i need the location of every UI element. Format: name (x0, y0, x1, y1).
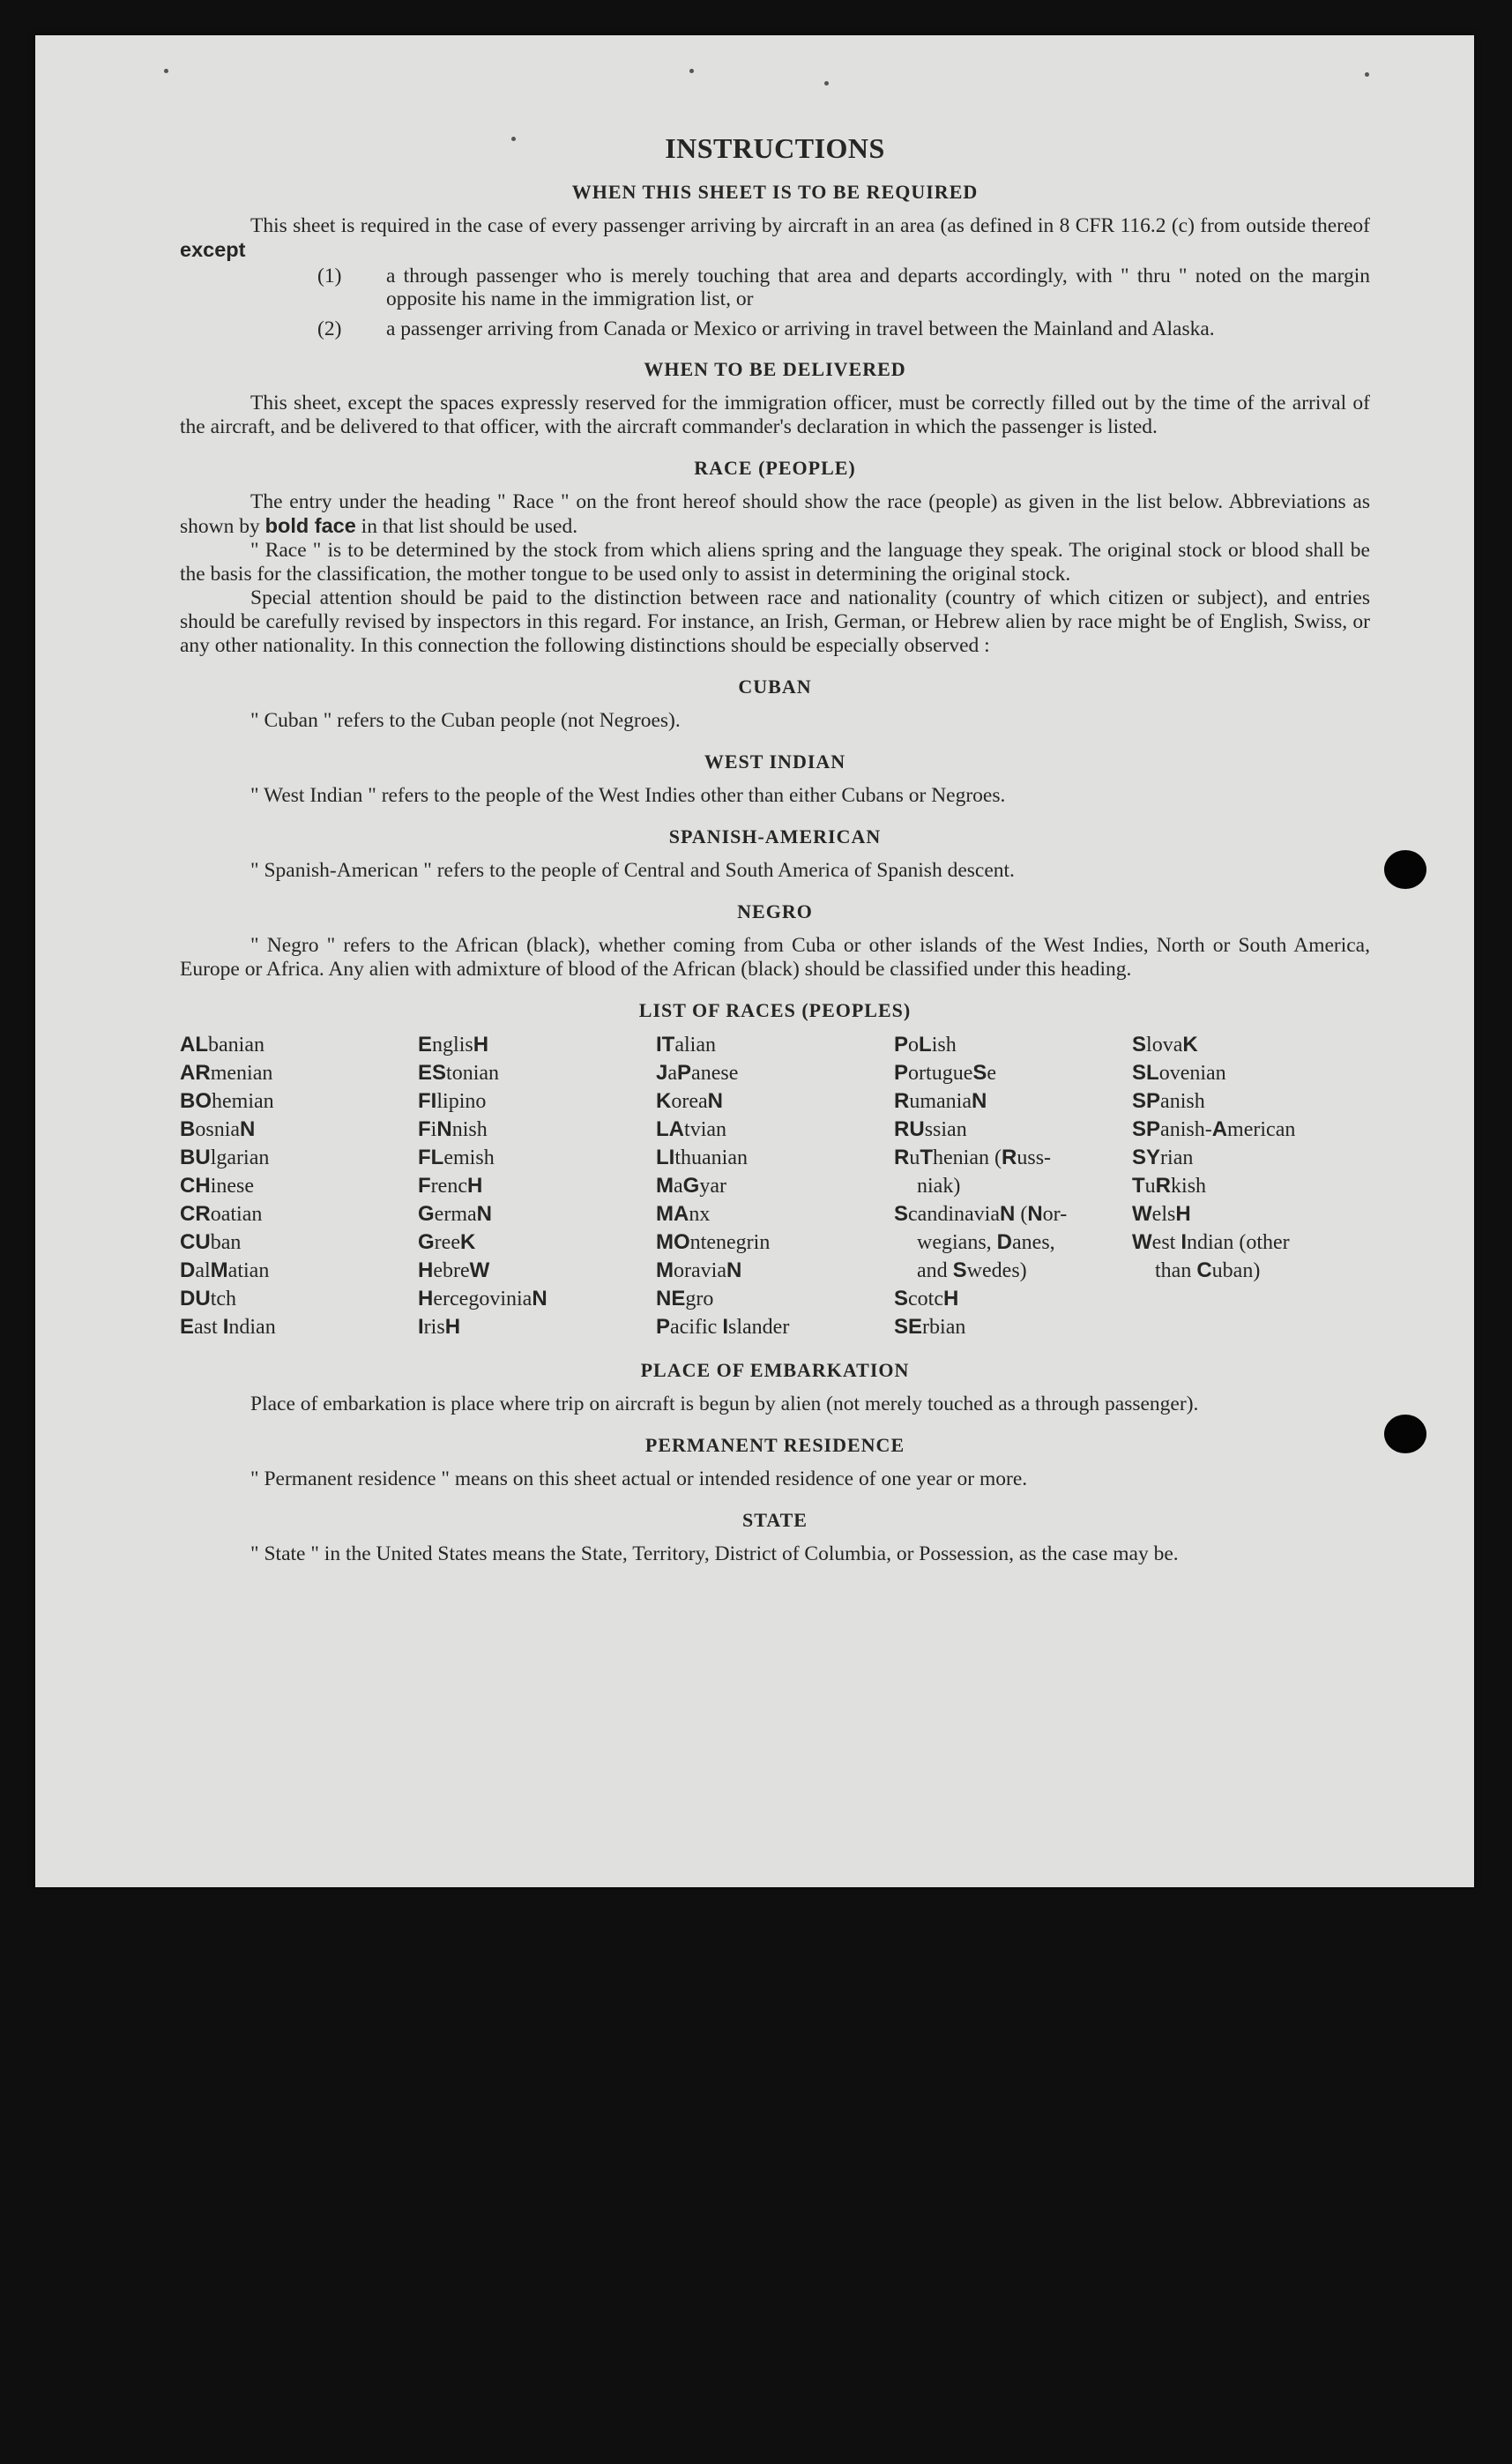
race-entry: PoLish (894, 1033, 957, 1057)
heading-west-indian: WEST INDIAN (704, 750, 846, 773)
race-entry: HebreW (418, 1258, 490, 1282)
race-entry: East Indian (180, 1315, 276, 1339)
race-column (418, 1031, 656, 1341)
race-entry: CRoatian (180, 1202, 263, 1226)
race-entry: BOhemian (180, 1089, 274, 1113)
state-text: " State " in the United States means the State, Territory, District of Columbia, or Possession, as the case may be. (250, 1542, 1179, 1565)
race-entry: GreeK (418, 1230, 476, 1254)
paper-speck (689, 69, 694, 73)
race-column (180, 1031, 418, 1341)
race-entry: EStonian (418, 1061, 500, 1085)
race-entry: EnglisH (418, 1033, 489, 1057)
race-entry: GermaN (418, 1202, 492, 1226)
except-bold: except (180, 238, 246, 261)
heading-negro: NEGRO (737, 900, 813, 922)
page-title: INSTRUCTIONS (665, 132, 885, 164)
document-page (35, 35, 1474, 1887)
race-entry: RUssian (894, 1117, 967, 1141)
paper-speck (1365, 72, 1369, 77)
race-entry: KoreaN (656, 1089, 723, 1113)
race-column (656, 1031, 894, 1341)
race-entry: MAnx (656, 1202, 711, 1226)
race-entry: FrencH (418, 1174, 483, 1198)
race-entry: DUtch (180, 1287, 237, 1310)
race-entry: CUban (180, 1230, 242, 1254)
list-item: (2) a passenger arriving from Canada or Mexico or arriving in travel between the Mainland and Alaska. (317, 317, 1215, 340)
heading-permanent-residence: PERMANENT RESIDENCE (644, 1434, 905, 1456)
race-entry: FIlipino (418, 1089, 487, 1113)
race-entry: HercegoviniaN (418, 1287, 547, 1310)
heading-when-delivered: WHEN TO BE DELIVERED (644, 358, 906, 380)
race-entry: CHinese (180, 1174, 255, 1198)
race-entry: RumaniaN (894, 1089, 987, 1113)
race-entry: wegians, Danes, (917, 1230, 1055, 1254)
race-entry: MOntenegrin (656, 1230, 771, 1254)
race-entry: BUlgarian (180, 1146, 270, 1169)
heading-embarkation: PLACE OF EMBARKATION (640, 1359, 910, 1381)
race-entry: FLemish (418, 1146, 495, 1169)
heading-spanish-american: SPANISH-AMERICAN (668, 825, 882, 847)
race-entry: SErbian (894, 1315, 966, 1339)
paper-speck (164, 69, 168, 73)
race-entry: SlovaK (1132, 1033, 1198, 1057)
race-entry: LAtvian (656, 1117, 727, 1141)
race-entry: SLovenian (1132, 1061, 1226, 1085)
race-entry: DalMatian (180, 1258, 270, 1282)
race-entry: IrisH (418, 1315, 461, 1339)
heading-list-of-races: LIST OF RACES (PEOPLES) (638, 999, 912, 1021)
embarkation-text: Place of embarkation is place where trip on aircraft is begun by alien (not merely touched as a through passenger). (250, 1393, 1199, 1415)
race-entry: ITalian (656, 1033, 716, 1057)
paper-speck (824, 81, 829, 86)
race-column (1132, 1031, 1370, 1341)
race-entry: WelsH (1132, 1202, 1191, 1226)
race-entry: LIthuanian (656, 1146, 748, 1169)
race-column (894, 1031, 1132, 1341)
race-entry: niak) (917, 1175, 961, 1198)
heading-race: RACE (PEOPLE) (694, 457, 856, 479)
race-entry: ScandinaviaN (Nor- (894, 1202, 1068, 1226)
race-paragraph-1: The entry under the heading " Race " on the front hereof should show the race (people) as given in the list below. Abbreviations as shown by bold face in that list should be used. (180, 490, 1370, 538)
instructions-content (180, 132, 1370, 1566)
race-entry: FiNnish (418, 1117, 488, 1141)
required-intro: This sheet is required in the case of every passenger arriving by aircraft in an area (as defined in 8 CFR 116.2 (c) from outside thereof except (180, 214, 1370, 261)
race-entry: PortugueSe (894, 1061, 997, 1085)
race-entry: ARmenian (180, 1061, 273, 1085)
spanish-american-text: " Spanish-American " refers to the people of Central and South America of Spanish descent. (250, 859, 1015, 882)
race-entry: West Indian (other (1132, 1230, 1290, 1254)
west-indian-text: " West Indian " refers to the people of the West Indies other than either Cubans or Negroes. (250, 784, 1006, 807)
heading-cuban: CUBAN (738, 676, 812, 698)
race-entry: BosniaN (180, 1117, 256, 1141)
residence-text: " Permanent residence " means on this sheet actual or intended residence of one year or more. (250, 1467, 1028, 1490)
heading-state: STATE (742, 1509, 808, 1531)
exception-list (180, 265, 1370, 340)
cuban-text: " Cuban " refers to the Cuban people (not Negroes). (250, 709, 681, 732)
race-entry: SYrian (1132, 1146, 1194, 1169)
list-item: (1) a through passenger who is merely touching that area and departs accordingly, with " thru " noted on the margin opposite his name in the immigration list, or (317, 265, 1370, 310)
race-entry: NEgro (656, 1287, 714, 1310)
race-paragraph-2: " Race " is to be determined by the stock from which aliens spring and the language they speak. The original stock or blood shall be the basis for the classification, the mother tongue to be used only to assist in determining the original stock. (180, 539, 1370, 586)
bold-face-label: bold face (264, 514, 356, 537)
race-entry: Pacific Islander (656, 1315, 790, 1339)
race-entry: SPanish (1132, 1089, 1205, 1113)
race-entry: than Cuban) (1155, 1258, 1261, 1282)
race-entry: SPanish-American (1132, 1117, 1296, 1141)
delivered-text: This sheet, except the spaces expressly reserved for the immigration officer, must be correctly filled out by the time of the arrival of the aircraft, and be delivered to that officer, with the aircraft commander's declaration in which the passenger is listed. (180, 392, 1370, 438)
races-table (180, 1031, 1370, 1341)
race-entry: MoraviaN (656, 1258, 742, 1282)
race-entry: RuThenian (Russ- (894, 1146, 1052, 1169)
punch-hole (1384, 1415, 1426, 1453)
heading-when-required: WHEN THIS SHEET IS TO BE REQUIRED (571, 181, 979, 203)
race-paragraph-3: Special attention should be paid to the distinction between race and nationality (country of which citizen or subject), and entries should be carefully revised by inspectors in this regard. For instance, an Irish, German, or Hebrew alien by race might be of English, Swiss, or any other nationality. In this connection the following distinctions should be especially observed : (180, 586, 1370, 657)
race-entry: ALbanian (180, 1033, 264, 1057)
negro-text: " Negro " refers to the African (black), whether coming from Cuba or other islands of the West Indies, North or South America, Europe or Africa. Any alien with admixture of blood of the African (black) should be classified under this heading. (180, 934, 1370, 981)
race-entry: MaGyar (656, 1174, 726, 1198)
race-entry: ScotcH (894, 1287, 959, 1310)
race-entry: and Swedes) (917, 1258, 1027, 1282)
punch-hole (1384, 850, 1426, 889)
race-entry: TuRkish (1132, 1174, 1207, 1198)
race-entry: JaPanese (656, 1061, 739, 1085)
